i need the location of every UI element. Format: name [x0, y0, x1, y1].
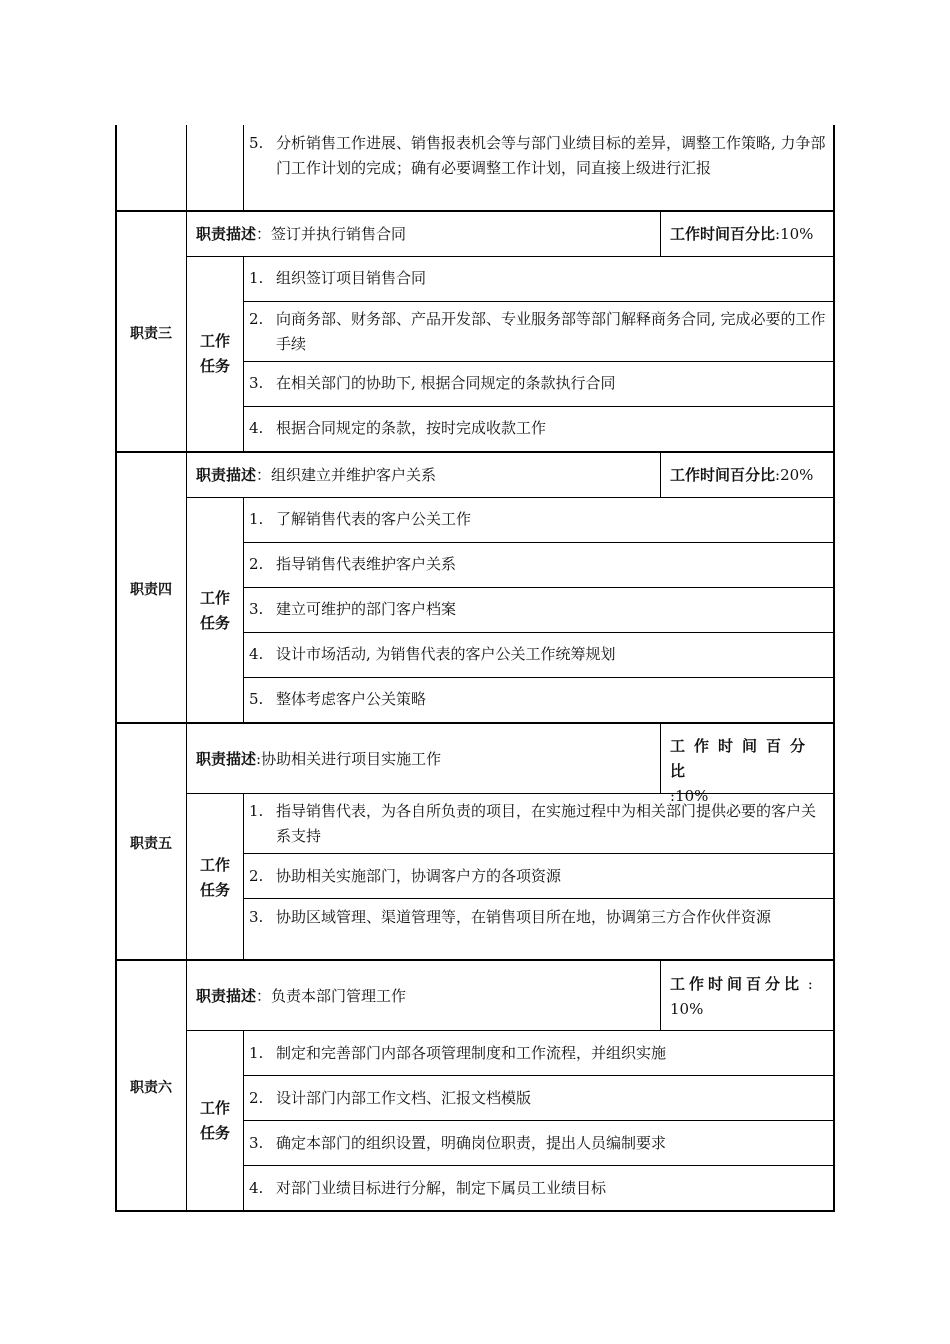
row-divider — [243, 793, 244, 960]
row-divider — [243, 1075, 834, 1076]
duty-name: 职责五 — [130, 836, 172, 852]
task-number: 2. — [249, 555, 264, 573]
table-bottom-border — [115, 1210, 835, 1212]
row-divider — [243, 125, 244, 211]
task-text: 向商务部、财务部、产品开发部、专业服务部等部门解释商务合同, 完成必要的工作手续 — [276, 310, 826, 353]
pct-label: 工作时间百分比 — [670, 975, 804, 993]
task-number: 1. — [249, 1044, 264, 1062]
duty-description: 职责描述：组织建立并维护客户关系 — [196, 466, 437, 484]
task-text: 建立可维护的部门客户档案 — [276, 600, 457, 618]
list-item — [249, 1176, 829, 1201]
list-item — [249, 1041, 829, 1066]
label-line: 工作 — [199, 1099, 230, 1117]
duty-name: 职责三 — [130, 326, 172, 342]
duty-name: 职责六 — [130, 1080, 172, 1096]
row-divider — [243, 1120, 834, 1121]
row-divider — [115, 451, 835, 453]
desc-label: 职责描述 — [196, 225, 257, 243]
task-text: 整体考虑客户公关策略 — [276, 690, 427, 708]
list-item — [249, 507, 829, 532]
row-divider — [115, 210, 835, 212]
table-right-border — [833, 125, 835, 1211]
task-text: 分析销售工作进展、销售报表机会等与部门业绩目标的差异，调整工作策略, 力争部门工作计划的完成；确有必要调整工作计划，同直接上级进行汇报 — [276, 134, 826, 177]
pct-label: 工作时间百分比 — [670, 466, 776, 484]
task-number: 1. — [249, 510, 264, 528]
time-percentage: 工作时间百分比 :10% — [670, 737, 815, 805]
task-text: 设计部门内部工作文档、汇报文档模版 — [276, 1089, 532, 1107]
table-left-border — [115, 125, 117, 1211]
desc-label: 职责描述 — [196, 750, 257, 768]
work-task-label — [187, 586, 243, 636]
list-item — [249, 799, 829, 849]
duty-description: 职责描述:协助相关进行项目实施工作 — [196, 750, 442, 768]
task-text: 指导销售代表维护客户关系 — [276, 555, 457, 573]
list-item — [249, 864, 829, 889]
task-number: 2. — [249, 867, 264, 885]
work-task-label — [187, 329, 243, 379]
row-divider — [243, 361, 834, 362]
list-item — [249, 1086, 829, 1111]
row-divider — [243, 587, 834, 588]
label-line: 任务 — [199, 614, 230, 632]
task-text: 根据合同规定的条款，按时完成收款工作 — [276, 419, 547, 437]
list-item — [249, 597, 829, 622]
duty-description: 职责描述：签订并执行销售合同 — [196, 225, 407, 243]
duty-description: 职责描述：负责本部门管理工作 — [196, 987, 407, 1005]
time-percentage: 工作时间百分比:20% — [670, 466, 814, 484]
desc-text: 协助相关进行项目实施工作 — [261, 750, 442, 768]
label-line: 工作 — [199, 332, 230, 350]
pct-label: 工作时间百分比 — [670, 225, 776, 243]
task-number: 3. — [249, 1134, 264, 1152]
label-line: 工作 — [199, 856, 230, 874]
row-divider — [243, 301, 834, 302]
task-text: 协助区域管理、渠道管理等，在销售项目所在地，协调第三方合作伙伴资源 — [276, 908, 772, 926]
row-divider — [186, 1030, 834, 1031]
list-item — [249, 552, 829, 577]
list-item — [249, 266, 829, 291]
desc-text: 签订并执行销售合同 — [271, 225, 407, 243]
desc-label: 职责描述 — [196, 987, 257, 1005]
list-item — [249, 416, 829, 441]
row-divider — [186, 256, 834, 257]
task-text: 指导销售代表，为各自所负责的项目，在实施过程中为相关部门提供必要的客户关系支持 — [276, 802, 817, 845]
pct-value: 10% — [670, 1000, 704, 1018]
label-line: 任务 — [199, 1124, 230, 1142]
row-divider — [243, 632, 834, 633]
row-divider — [115, 722, 835, 724]
row-divider — [186, 497, 834, 498]
row-divider — [243, 406, 834, 407]
list-item — [249, 1131, 829, 1156]
row-divider — [660, 211, 661, 256]
pct-label: 工作时间百分比 — [670, 737, 815, 780]
row-divider — [243, 256, 244, 452]
task-number: 2. — [249, 310, 264, 328]
task-number: 1. — [249, 269, 264, 287]
work-task-label — [187, 853, 243, 903]
row-divider — [115, 959, 835, 961]
task-number: 2. — [249, 1089, 264, 1107]
task-number: 4. — [249, 419, 264, 437]
task-text: 制定和完善部门内部各项管理制度和工作流程，并组织实施 — [276, 1044, 667, 1062]
list-item — [249, 371, 829, 396]
row-divider — [660, 452, 661, 497]
task-number: 3. — [249, 374, 264, 392]
desc-text: 负责本部门管理工作 — [271, 987, 407, 1005]
task-text: 确定本部门的组织设置，明确岗位职责，提出人员编制要求 — [276, 1134, 667, 1152]
row-divider — [243, 542, 834, 543]
work-task-label — [187, 1096, 243, 1146]
duty-name: 职责四 — [130, 582, 172, 598]
label-line: 任务 — [199, 357, 230, 375]
row-divider — [243, 1165, 834, 1166]
row-divider — [243, 677, 834, 678]
task-number: 3. — [249, 908, 264, 926]
desc-label: 职责描述 — [196, 466, 257, 484]
task-number: 3. — [249, 600, 264, 618]
task-text: 组织签订项目销售合同 — [276, 269, 427, 287]
task-text: 了解销售代表的客户公关工作 — [276, 510, 472, 528]
pct-value: 20% — [780, 466, 814, 484]
time-percentage: 工作时间百分比:10% — [670, 225, 814, 243]
column-divider — [186, 125, 187, 1211]
list-item — [249, 307, 829, 357]
row-divider — [243, 497, 244, 723]
row-divider — [660, 960, 661, 1030]
task-text: 设计市场活动, 为销售代表的客户公关工作统筹规划 — [276, 645, 616, 663]
list-item — [249, 642, 829, 667]
task-text: 在相关部门的协助下, 根据合同规定的条款执行合同 — [276, 374, 616, 392]
list-item — [249, 905, 829, 930]
task-text: 协助相关实施部门，协调客户方的各项资源 — [276, 867, 562, 885]
task-number: 5. — [249, 134, 264, 152]
pct-value: 10% — [675, 787, 709, 805]
row-divider — [243, 853, 834, 854]
task-text: 对部门业绩目标进行分解，制定下属员工业绩目标 — [276, 1179, 607, 1197]
desc-text: 组织建立并维护客户关系 — [271, 466, 437, 484]
time-percentage: 工作时间百分比 : 10% — [670, 975, 813, 1018]
row-divider — [660, 723, 661, 793]
task-number: 1. — [249, 802, 264, 820]
task-number: 5. — [249, 690, 264, 708]
row-divider — [243, 898, 834, 899]
label-line: 任务 — [199, 881, 230, 899]
list-item — [249, 687, 829, 712]
list-item — [249, 131, 829, 181]
task-number: 4. — [249, 1179, 264, 1197]
pct-value: 10% — [780, 225, 814, 243]
task-number: 4. — [249, 645, 264, 663]
label-line: 工作 — [199, 589, 230, 607]
